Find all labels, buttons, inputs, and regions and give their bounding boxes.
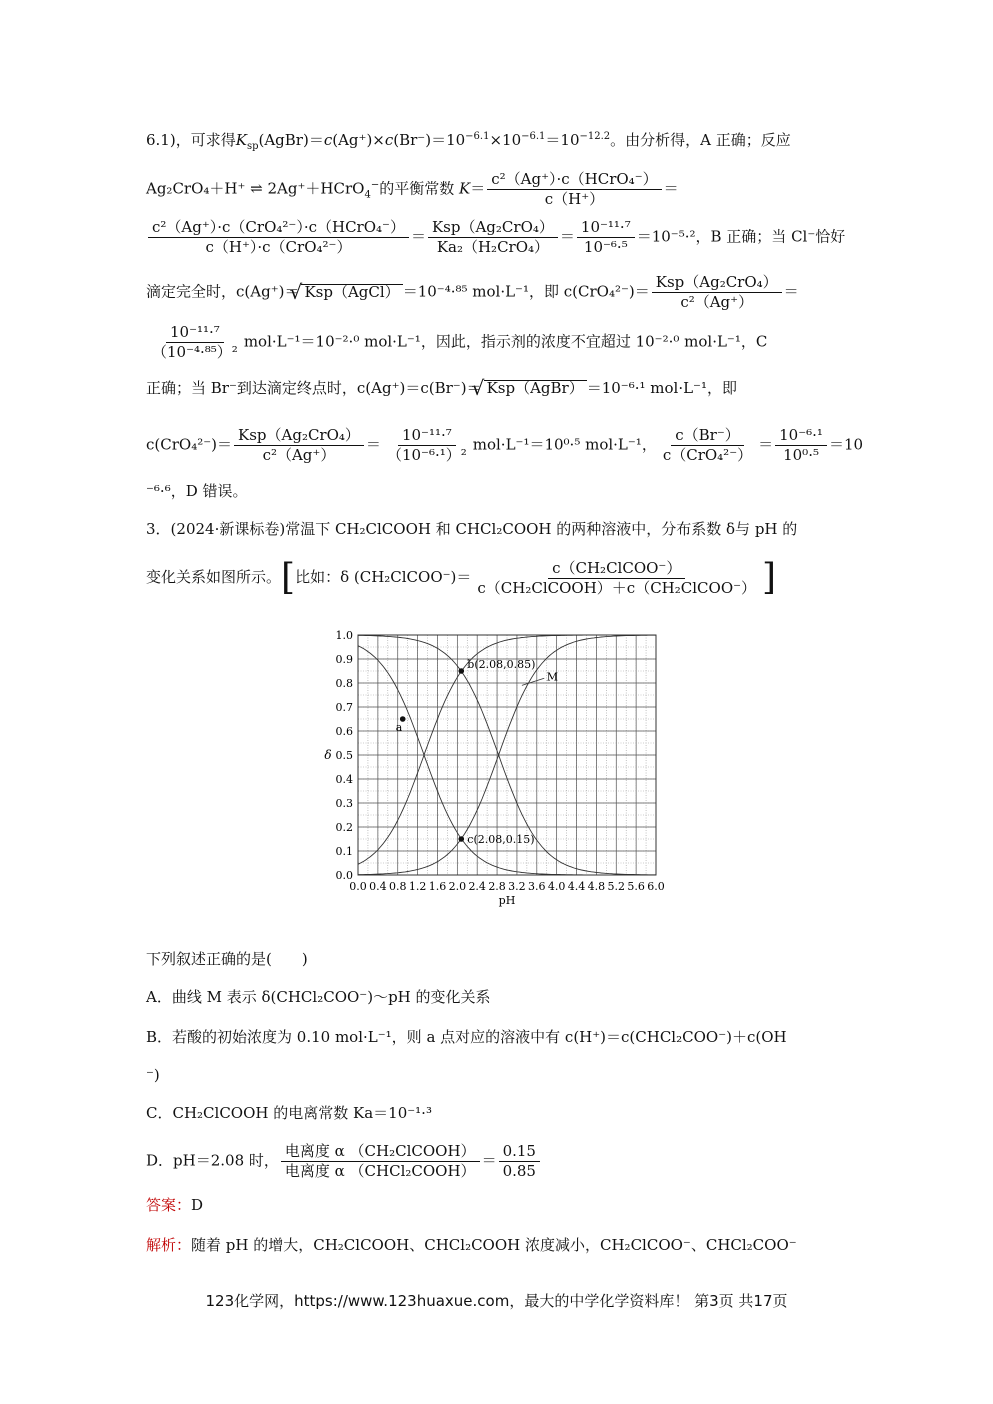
num: Ksp（Ag₂CrO₄） (428, 220, 558, 238)
x-tick-label: 2.0 (448, 880, 467, 893)
num: 10⁻¹¹·⁷ (577, 220, 635, 238)
t: Ag₂CrO₄＋H⁺ ⇌ 2Ag⁺＋HCrO (146, 179, 365, 198)
t: mol·L⁻¹＝10⁰·⁵ mol·L⁻¹， (472, 435, 657, 454)
x-tick-label: 2.4 (468, 880, 486, 893)
data-point (459, 668, 465, 674)
option-c: C．CH₂ClCOOH 的电离常数 Ka＝10⁻¹·³ (146, 1104, 432, 1122)
den: （10⁻⁴·⁸⁵）² (152, 343, 238, 361)
den: c（H⁺）·c（CrO₄²⁻） (205, 238, 352, 256)
num: c²（Ag⁺）·c（CrO₄²⁻）·c（HCrO₄⁻） (148, 220, 409, 238)
den: c²（Ag⁺） (262, 446, 336, 464)
x-tick-label: 5.6 (627, 880, 645, 893)
x-tick-label: 5.2 (607, 880, 626, 893)
t: ×10 (489, 131, 522, 149)
num: 电离度 α （CH₂ClCOOH） (281, 1144, 480, 1162)
t: ＝10 (545, 131, 580, 149)
t: ＝10 (828, 435, 864, 454)
y-tick-label: 0.1 (335, 845, 353, 858)
answer (146, 1198, 847, 1213)
question-3-line2: 变化关系如图所示。[比如：δ (CH₂ClCOO⁻)＝ $\frac{\text{c（CH₂ClCOO⁻）}}{\text{c（CH₂ClCOOH）＋c（CH₂ClCOO⁻）}}$ ] (146, 557, 777, 598)
x-tick-label: 1.2 (408, 880, 427, 893)
t: 变化关系如图所示。 (146, 568, 282, 586)
t: (Ag⁺)× (332, 131, 385, 149)
explanation-label: 解析： (146, 1236, 192, 1254)
t: c(CrO₄²⁻)＝ (146, 435, 232, 454)
x-axis-label: pH (498, 894, 516, 907)
x-tick-label: 0.0 (349, 880, 367, 893)
fraction (487, 172, 661, 207)
num: c²（Ag⁺）·c（HCrO₄⁻） (487, 172, 661, 190)
y-tick-label: 0.2 (335, 821, 353, 834)
t: (Br⁻)＝10 (393, 131, 466, 149)
x-tick-label: 0.4 (369, 880, 387, 893)
t: 。由分析得，A 正确；反应 (610, 131, 791, 149)
x-tick-label: 3.2 (508, 880, 526, 893)
den: c（CH₂ClCOOH）＋c（CH₂ClCOO⁻） (477, 578, 757, 597)
num: c（CH₂ClCOO⁻） (548, 561, 685, 579)
t: ＝10⁻⁴·⁸⁵ mol·L⁻¹，即 c(CrO₄²⁻)＝ (402, 282, 650, 301)
num: 10⁻¹¹·⁷ (166, 325, 224, 343)
line-4: 滴定完全时，c(Ag⁺)＝√ Ksp（AgCl） ＝10⁻⁴·⁸⁵ mol·L⁻¹，即 c(CrO₄²⁻)＝ $\frac{\text{Ksp（Ag₂CrO₄）}}{\text{c²（Ag⁺）}}$ ＝ (146, 275, 847, 310)
series-m-leader (522, 678, 544, 685)
t: 比如：δ (CH₂ClCOO⁻)＝ (295, 568, 472, 586)
y-tick-label: 0.6 (335, 725, 353, 738)
t: mol·L⁻¹＝10⁻²·⁰ mol·L⁻¹，因此，指示剂的浓度不宜超过 10⁻²·⁰ mol·L⁻¹，C (243, 332, 768, 351)
y-tick-label: 0.9 (335, 653, 353, 666)
option-d: D．pH＝2.08 时， $\frac{\text{电离度 α （CH₂ClCOOH）}}{\text{电离度 α （CHCl₂COOH）}}$ ＝ $\frac{0.15}{0.85}$ (146, 1144, 847, 1179)
x-tick-label: 6.0 (647, 880, 665, 893)
option-b-line2: ⁻) (146, 1066, 160, 1084)
y-tick-label: 0.8 (335, 677, 353, 690)
line-5 (146, 325, 847, 360)
y-tick-label: 0.5 (335, 749, 353, 762)
x-tick-label: 3.6 (528, 880, 546, 893)
sqrt: √ Ksp（AgBr） (484, 380, 587, 396)
series-m-label: M (546, 670, 558, 684)
distribution-chart (320, 625, 680, 915)
y-tick-label: 0.7 (335, 701, 353, 714)
line-3: $\frac{\text{c²（Ag⁺）·c（CrO₄²⁻）·c（HCrO₄⁻）}}{\text{c（H⁺）·c（CrO₄²⁻）}}$ ＝ $\frac{\text{Ksp（Ag₂CrO₄）}}{\text{Ka₂（H₂CrO₄）}}$ ＝ $\frac{\text{10⁻¹¹·⁷}}{\text{10⁻⁶·⁵}}$ ＝10⁻⁵·²，B 正确；当 Cl⁻恰好 (146, 220, 847, 255)
x-tick-label: 4.0 (547, 880, 566, 893)
den: c（CrO₄²⁻） (662, 446, 753, 464)
x-tick-label: 1.6 (428, 880, 447, 893)
den: （10⁻⁶·¹）² (386, 446, 467, 464)
t: 滴定完全时，c(Ag⁺)＝ (146, 282, 300, 301)
explanation (146, 1238, 847, 1253)
option-a: A．曲线 M 表示 δ(CHCl₂COO⁻)～pH 的变化关系 (146, 988, 491, 1006)
line-6 (146, 380, 847, 396)
num: c（Br⁻） (671, 428, 744, 446)
line-2: Ag₂CrO₄＋H⁺ ⇌ 2Ag⁺＋HCrO$_4$−的平衡常数 K＝ $\frac{\text{c²（Ag⁺）·c（HCrO₄⁻）}}{c(H^+)}$ ＝ (146, 170, 679, 208)
t: 的平衡常数 (379, 179, 455, 198)
den: c²（Ag⁺） (680, 293, 754, 311)
t: ＝10⁻⁵·²，B 正确；当 Cl⁻恰好 (636, 227, 846, 246)
explanation-text: 随着 pH 的增大，CH₂ClCOOH、CHCl₂COOH 浓度减小，CH₂ClCOO⁻、CHCl₂COO⁻ (191, 1236, 797, 1254)
data-point (459, 836, 465, 842)
line-8: ⁻⁶·⁶，D 错误。 (146, 482, 248, 500)
y-tick-label: 0.3 (335, 797, 353, 810)
x-tick-label: 4.8 (587, 880, 606, 893)
x-tick-label: 4.4 (567, 880, 586, 893)
point-label: a (395, 721, 403, 734)
num: Ksp（Ag₂CrO₄） (652, 275, 782, 293)
question-prompt: 下列叙述正确的是( ) (146, 950, 308, 968)
page-footer: 123化学网，https://www.123huaxue.com，最大的中学化学资料库！ 第3页 共17页 (205, 1292, 788, 1310)
den: Ka₂（H₂CrO₄） (436, 238, 550, 256)
y-tick-label: 1.0 (335, 629, 353, 642)
num: 0.15 (499, 1144, 540, 1162)
num: 10⁻⁶·¹ (775, 428, 827, 446)
point-label: c(2.08,0.15) (467, 833, 535, 846)
option-b-line1: B．若酸的初始浓度为 0.10 mol·L⁻¹，则 a 点对应的溶液中有 c(H⁺)＝c(CHCl₂COO⁻)＋c(OH (146, 1028, 787, 1046)
num: 10⁻¹¹·⁷ (398, 428, 456, 446)
den: 0.85 (502, 1162, 536, 1180)
den: 10⁻⁶·⁵ (583, 238, 628, 256)
t: 6.1)，可求得 (146, 131, 236, 149)
question-3-line1: 3．(2024·新课标卷)常温下 CH₂ClCOOH 和 CHCl₂COOH 的两种溶液中，分布系数 δ与 pH 的 (146, 520, 798, 538)
den: 10⁰·⁵ (783, 446, 819, 464)
answer-label: 答案： (146, 1196, 192, 1214)
line-7: c(CrO₄²⁻)＝ $\frac{\text{Ksp（Ag₂CrO₄）}}{\text{c²（Ag⁺）}}$ ＝ $\frac{\text{10⁻¹¹·⁷}}{\text{（10⁻⁶·¹）²}}$ mol·L⁻¹＝10⁰·⁵ mol·L⁻¹， $\frac{c(Br^-)}{\text{c（CrO₄²⁻）}}$ ＝ $\frac{\text{10⁻⁶·¹}}{\text{10⁰·⁵}}$ ＝10 (146, 426, 864, 464)
y-tick-label: 0.0 (335, 869, 353, 882)
num: Ksp（Ag₂CrO₄） (234, 428, 364, 446)
t: D．pH＝2.08 时， (146, 1151, 279, 1170)
t: (AgBr)＝ (258, 131, 324, 149)
y-tick-label: 0.4 (335, 773, 353, 786)
y-axis-label: δ (324, 748, 332, 762)
den: 电离度 α （CHCl₂COOH） (284, 1162, 476, 1180)
sqrt: √ Ksp（AgCl） (301, 284, 402, 300)
answer-value: D (191, 1196, 204, 1214)
x-tick-label: 0.8 (388, 880, 407, 893)
t: ＝10⁻⁶·¹ mol·L⁻¹，即 (586, 379, 737, 397)
den: c（H⁺） (544, 190, 605, 208)
t: 正确；当 Br⁻到达滴定终点时，c(Ag⁺)＝c(Br⁻)＝ (146, 379, 482, 397)
line-1: 6.1)，可求得$K_{sp}(AgBr)=c(Ag^+)\times c(Br^-)=10^{-6.1}\times 10^{-6.1}=10^{-12.2}$。由分析得，A 正确；反应 (146, 131, 791, 152)
point-label: b(2.08,0.85) (467, 658, 536, 671)
x-tick-label: 2.8 (488, 880, 506, 893)
